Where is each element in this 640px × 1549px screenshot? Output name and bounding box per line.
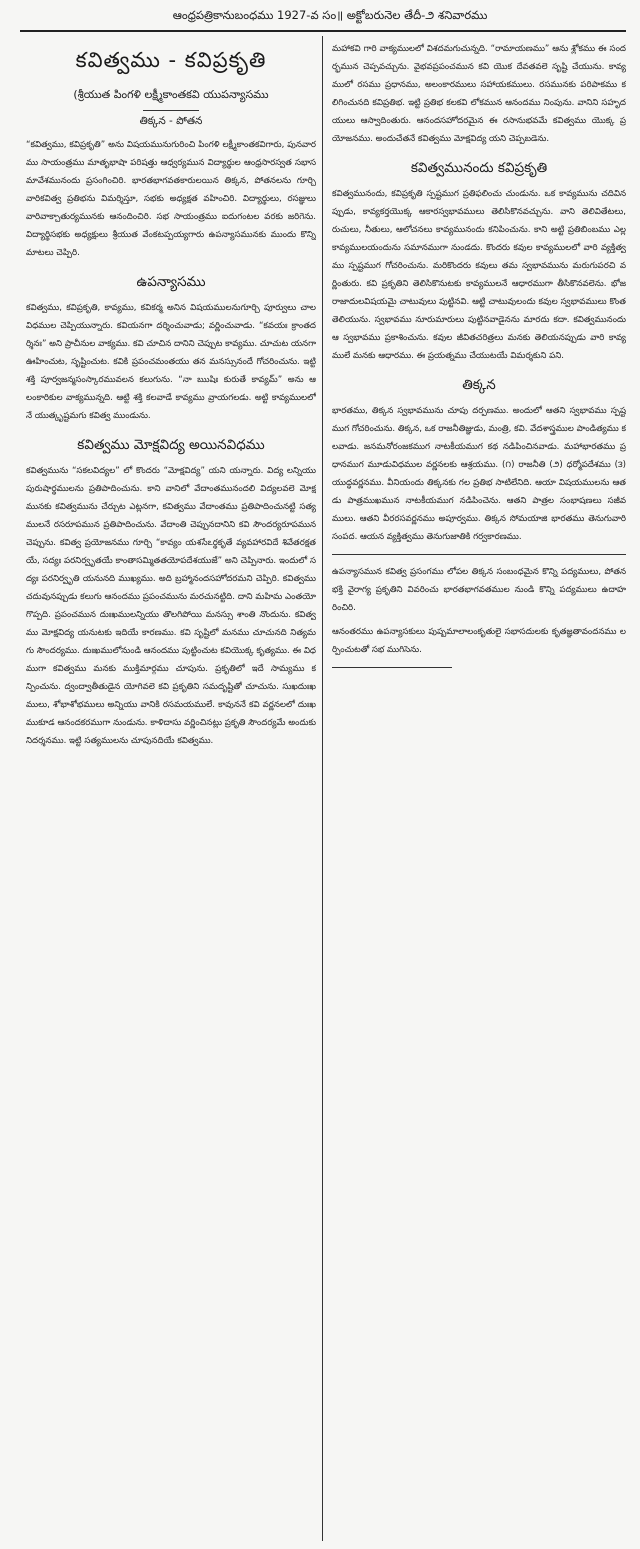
- section-heading-tikkana: తిక్కన: [462, 377, 496, 393]
- right-column: [332, 40, 626, 1540]
- closing-paragraph-1: ఉపన్యాసమున కవిత్వ ప్రసంగము లోపల తిక్కన సంబంధమైన కొన్ని పద్యములు, పోతన భక్తి వైరాగ్య ప్రకృతిని వివరించు భారతభాగవతముల నుండి కొన్ని పద్యములు ఉదాహరించిరి.: [332, 567, 626, 613]
- intro-paragraph: “కవిత్వము, కవిప్రకృతి” అను విషయమునుగురించి పింగళి లక్ష్మీకాంతకవిగారు, పునవారము సాయంత్రము మాతృభాషా పరిషత్తు ఆధ్వర్యమున విద్యార్థుల ఆంధ్రసారస్వత సభాసమావేశమునందు ప్రసంగించిరి. భారతభాగవతకారులయిన తిక్కన, పోతనలను గూర్చి వారికవిత్వ ప్రతిభను విమర్శిస్తూ, సభకు అధ్యక్షత వహించిరి. విద్యార్థులు, రసజ్ఞులు వారివాక్చాతుర్యమునకు ఆనందించిరి. సభ సాయంత్రము ఐదుగంటల వరకు జరిగెను. విద్యార్థిసభకు అధ్యక్షులు శ్రీయుత వేంకటప్పయ్యగారు ఉపన్యాసమునకు ముందు కొన్ని మాటలు చెప్పిరి.: [26, 140, 316, 258]
- byline-rule: [143, 110, 199, 111]
- end-rule: [332, 667, 452, 668]
- section-heading-lecture: ఉపన్యాసము: [136, 274, 206, 290]
- section-heading-kaviprakruti: కవిత్వమునందు కవిప్రకృతి: [410, 160, 548, 176]
- tikkana-paragraph: భారతము, తిక్కన స్వభావమును చూపు దర్పణము. అందులో ఆతని స్వభావము స్పష్టముగ గోచరించును. తిక్కన, ఒక రాజనీతిజ్ఞుడు, మంత్రి, కవి. వేదశాస్త్రముల పాండిత్యము కలవాడు. జనమనోరంజకముగ నాటకీయముగ కథ నడిపించినవాడు. మహాభారతము ప్రధానముగ మూడువిధముల వర్ణనలకు ఆశ్రయము. (౧) రాజనీతి (౨) ధర్మోపదేశము (౩) యుద్ధవర్ణనము. వీనియందు తిక్కనకు గల ప్రతిభ సాటిలేనిది. ఆయా విషయములను ఆతడు పాత్రముఖమున నాటకీయముగ నడిపించెను. ఆతని పాత్రల సంభాషణలు సజీవములు. ఆతని వీరరసవర్ణనము అపూర్వము. తిక్కన సోమయాజి భారతము తెనుగువారి సంపద. ఆయన వ్యక్తిత్వము తెనుగుజాతికి గర్వకారణము.: [332, 406, 626, 542]
- closing-rule: [332, 554, 626, 555]
- closing-paragraph-2: ఆనంతరము ఉపన్యాసకులు పుష్పమాలాలంకృతులై సభాసదులకు కృతజ్ఞతావందనము లర్పించుటతో సభ ముగిసెను.: [332, 627, 626, 655]
- article-title: కవిత్వము - కవిప్రకృతి: [75, 48, 267, 72]
- kaviprakruti-paragraph: కవిత్వమునందు, కవిప్రకృతి స్పష్టముగ ప్రతిఫలించు చుండును. ఒక కావ్యమును చదివినప్పుడు, కావ్యకర్తయొక్క ఆకారస్వభావములు తెలిసికొనవచ్చును. వాని తెలివితేటలు, రుచులు, నీతులు, ఆలోచనలు కావ్యమునందు కనిపించును. కాని అట్టి ప్రతిబింబము ఎల్ల కావ్యములయందును సమానముగా నుండదు. కొందరు కవుల కావ్యములలో వారి వ్యక్తిత్వము స్పష్టముగ గోచరించును. మరికొందరు కవులు తమ స్వభావమును మరుగుపరచి వర్ణింతురు. కవి ప్రకృతిని తెలిసికొనుటకు కావ్యములనే ఆధారముగా తీసికొనవలెను. భోజరాజాదులవిషయమై చాటువులు పుట్టినవి. ఆట్టి చాటువులందు కవుల స్వభావములు కొంత తెలియును. స్వభావము నూరుమారులు పుట్టినవాడైనను మారదు కదా. కవిత్వమునందు ఆ స్వభావము ప్రకాశించును. కవుల జీవితచరిత్రలు మనకు తెలియనప్పుడు వారి కావ్యములే మనకు ఆధారము. ఈ ప్రయత్నము చేయుటయే విమర్శకుని పని.: [332, 189, 626, 361]
- article-byline: (శ్రీయుత పింగళి లక్ష్మీకాంతకవి యుపన్యాసము: [73, 88, 269, 101]
- lecture-paragraph: కవిత్వము, కవిప్రకృతి, కావ్యము, కవికర్మ అనిన విషయములనుగూర్చి పూర్వులు చాలవిధముల చెప్పియున్నారు. కవియనగా దర్శించువాడు; వర్ణించువాడు. “కవయః క్రాంతదర్శినః” అని ప్రాచీనుల వాక్యము. కవి చూచిన దానిని చెప్పుట కావ్యము. చూచుట యనగా ఊహించుట, సృష్టించుట. కవికి ప్రపంచమంతయు తన మనస్సునందే గోచరించును. ఇట్టి శక్తి పూర్వజన్మసంస్కారమువలన కలుగును. “నా ఋషిః కురుతే కావ్యమ్” అను ఆలంకారికుల వాక్యమున్నది. ఆట్టి శక్తి కలవాడే కావ్యము వ్రాయగలడు. అట్టి కావ్యములలో నే యుత్కృష్టమగు కవిత్వ ముండును.: [26, 303, 316, 421]
- top-rule: [20, 30, 626, 32]
- masthead: ఆంధ్రపత్రికానుబంధము 1927-వ సం॥ అక్టోబరునెల తేదీ-౨ శనివారము: [172, 8, 488, 22]
- moksha-paragraph: కవిత్వమును “సకలవిద్యల” లో కొందరు “మోక్షవిద్య” యని యన్నారు. విద్య లన్నియు పురుషార్థములను ప్రతిపాదించును. కాని వానిలో వేదాంతమునందలి విద్యలవలె మోక్షమునకు కవిత్వమును చేర్చుట ఎట్లనగా, కవిత్వము వేదాంతము ప్రతిపాదించునట్టి సత్యములనే రసరూపమున ప్రతిపాదించును. వేదాంతి చెప్పునదానిని కవి సౌందర్యరూపమున చెప్పును. కవిత్వ ప్రయోజనము గూర్చి “కావ్యం యశసేఽర్థకృతే వ్యవహారవిదే శివేతరక్షతయే, సద్యః పరనిర్వృతయే కాంతాసమ్మితతయోపదేశయుజే” అని చెప్పినారు. ఇందులో సద్యః పరనిర్వృతి యనునది ముఖ్యము. అది బ్రహ్మానందసహోదరమని చెప్పిరి. కవిత్వము చదువునప్పుడు కలుగు ఆనందము ప్రపంచమును మరచునట్టిది. దాని మహిమ ఎంతయో గొప్పది. ప్రపంచమున దుఃఖములన్నియు తొలగిపోయి మనస్సు శాంతి నొందును. కవిత్వము మోక్షవిద్య యనుటకు ఇదియే కారణము. కవి సృష్టిలో మనము చూచునది నిత్యమగు సౌందర్యము. దుఃఖములోనుండి ఆనందము పుట్టించుట కవియొక్క కృత్యము. ఈ విధముగా కవిత్వము మనకు ముక్తిమార్గము చూపును. ప్రకృతిలో ఇదే సామ్యము కన్పించును. ద్వంద్వాతీతుడైన యోగివలె కవి ప్రకృతిని సమదృష్టితో చూచును. సుఖదుఃఖములు, శోభాశోభములు అన్నియు వానికి రసమయములే. కావుననే కవి వర్ణనలలో దుఃఖముకూడ ఆనందకరముగా నుండును. కాళిదాసు వర్ణించినట్లు ప్రకృతి సౌందర్యమే అందుకు నిదర్శనము. ఇట్టి సత్యములను చూపునదియే కవిత్వము.: [26, 466, 316, 746]
- section-heading-moksha: కవిత్వము మోక్షవిద్య అయినవిధము: [77, 437, 265, 453]
- left-column: [26, 40, 316, 1540]
- continued-paragraph: మహాకవి గారి వాక్యములలో విశదమగుచున్నది. “రామాయణము” ఆను శ్లోకము ఈ సందర్భమున చెప్పవచ్చును. వైభవప్రపంచమున కవి యొక దేవతవలె సృష్టి చేయును. కావ్యములో రసము ప్రధానము, అలంకారములు సహాయకములు. రసమునకు పరిపాకము కలిగించునది కవిప్రతిభ. ఇట్టి ప్రతిభ కలకవి లోకమున ఆనందము నింపును. వానిని సహృదయులు ఆస్వాదింతురు. ఆనందసహోదరమైన ఈ రసానుభవమే కవిత్వము యొక్క ప్రయోజనము. అందుచేతనే కవిత్వము మోక్షవిద్య యని చెప్పబడెను.: [332, 44, 626, 144]
- article-subhead: తిక్కన - పోతన: [139, 115, 203, 127]
- column-divider: [322, 36, 323, 1541]
